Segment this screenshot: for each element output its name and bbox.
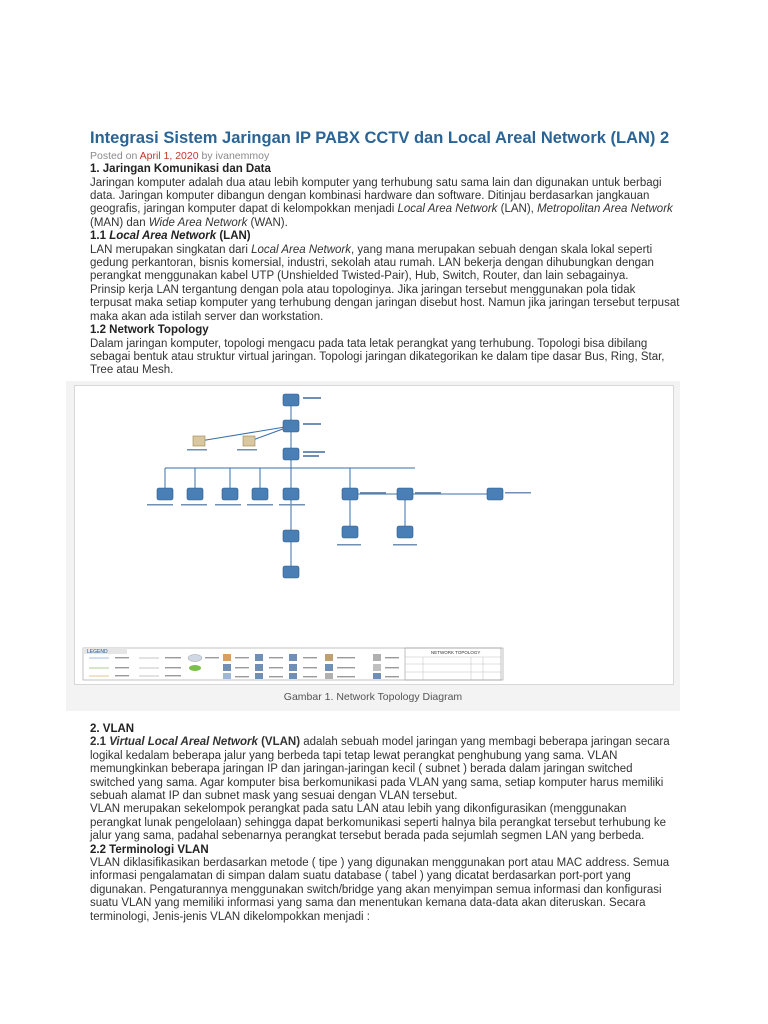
network-topology-diagram — [74, 385, 674, 685]
post-date-link[interactable]: April 1, 2020 — [139, 150, 199, 162]
figure-caption: Gambar 1. Network Topology Diagram — [283, 690, 463, 703]
switch-icon — [397, 526, 413, 538]
section-1-heading: 1. Jaringan Komunikasi dan Data — [90, 163, 271, 175]
section-2-1-paragraph-2: VLAN merupakan sekelompok perangkat pada satu LAN atau lebih yang dikonfigurasikan (menggunakan perangkat lunak pengelolaan) sehingga dapat berkomunikasi seperti halnya bila perangkat tersebut terhubung ke jalur yang sama, padahal sebenarnya perangkat tersebut berada pada sejumlah segmen LAN yang berbeda. — [90, 803, 667, 843]
section-2-2-paragraph: VLAN diklasifikasikan berdasarkan metode ( tipe ) yang digunakan menggunakan port atau MAC address. Semua informasi pengalamatan di simpan dalam suatu database ( tabel ) yang dicatat berdasarkan port-port yang digunakan. Pengaturannya menggunakan switch/bridge yang akan menyimpan semua informasi dan konfigurasi suatu VLAN yang memiliki informasi yang sama dan menentukan kemana data-data akan diteruskan. Secara terminologi, Jenis-jenis VLAN dikelompokkan menjadi : — [90, 857, 670, 923]
title-block-grid — [405, 657, 501, 680]
section-1-2-paragraph: Dalam jaringan komputer, topologi mengacu pada tata letak perangkat yang terhubung. Topologi bisa dibilang sebagai bentuk atau struktur virtual jaringan. Topologi jaringan dikategorikan ke dalam tipe dasar Bus, Ring, Star, Tree atau Mesh. — [90, 337, 665, 377]
posted-on-label: Posted on — [90, 150, 140, 162]
title-block-title: NETWORK TOPOLOGY — [431, 649, 481, 655]
section-2-2-heading: 2.2 Terminologi VLAN — [90, 843, 209, 856]
legend-title: LEGEND — [87, 648, 108, 655]
switch-icon — [283, 566, 299, 578]
server-icon — [193, 436, 205, 446]
figure-container — [66, 381, 680, 711]
article — [87, 128, 680, 924]
section-1-1-paragraph-1: LAN merupakan singkatan dari Local Area Network, yang mana merupakan sebuah dengan skala lokal seperti gedung perkantoran, bisnis komersial, industri, sekolah atau rumah. LAN bekerja dengan dihubungkan dengan perangkat menggunakan kabel UTP (Unshielded Twisted-Pair), Hub, Switch, Router, dan lain sebagainya. — [90, 243, 654, 283]
core-router-icon — [283, 394, 299, 406]
network-devices — [157, 394, 503, 578]
switch-icon — [342, 526, 358, 538]
core-switch-icon — [283, 448, 299, 460]
connection-lines — [165, 400, 495, 571]
switch-icon — [397, 488, 413, 500]
section-2-1-paragraph: 2.1 Virtual Local Areal Network (VLAN) adalah sebuah model jaringan yang membagi beberapa jaringan secara logikal kedalam beberapa jalur yang berbeda tapi tetap lewat perangkat penghubung yang sama. VLAN memungkinkan beberapa jaringan IP dan jaringan-jaringan kecil ( subnet ) berada dalam jaringan switched switched yang sama. Agar komputer bisa berkomunikasi pada VLAN yang sama, setiap komputer harus memiliki sebuah alamat IP dan subnet mask yang sesuai dengan VLAN tersebut. — [90, 736, 670, 802]
router-icon — [283, 420, 299, 432]
section-1-2-heading: 1.2 Network Topology — [90, 324, 209, 337]
topology-svg — [75, 386, 673, 684]
switch-icon — [283, 530, 299, 542]
switch-icon — [222, 488, 238, 500]
switch-icon — [283, 488, 299, 500]
switch-icon — [342, 488, 358, 500]
section-2-heading: 2. VLAN — [90, 722, 135, 735]
switch-icon — [252, 488, 268, 500]
switch-icon — [157, 488, 173, 500]
section-1-1-paragraph-2: Prinsip kerja LAN tergantung dengan pola atau topologinya. Jika jaringan tersebut menggunakan pola tidak terpusat maka setiap komputer yang terhubung dengan jaringan disebut host. Namun jika jaringan tersebut terpusat maka akan ada istilah server dan workstation. — [90, 283, 680, 323]
post-author[interactable]: by ivanemmoy — [198, 150, 270, 162]
section-1-1-heading: 1.1 Local Area Network (LAN) — [90, 230, 251, 243]
switch-icon — [187, 488, 203, 500]
section-1-paragraph: Jaringan komputer adalah dua atau lebih komputer yang terhubung satu sama lain dan digunakan untuk berbagi data. Jaringan komputer dibangun dengan kombinasi hardware dan software. Ditinjau berdasarkan jangkauan geografis, jaringan komputer dapat di kelompokkan menjadi Local Area Network (LAN), Metropolitan Area Network (MAN) dan Wide Area Network (WAN). — [90, 176, 673, 229]
device-labels — [147, 397, 531, 546]
post-meta — [90, 150, 680, 163]
switch-icon — [487, 488, 503, 500]
server-icon — [243, 436, 255, 446]
article-title[interactable]: Integrasi Sistem Jaringan IP PABX CCTV dan Local Areal Network (LAN) 2 — [90, 129, 670, 147]
